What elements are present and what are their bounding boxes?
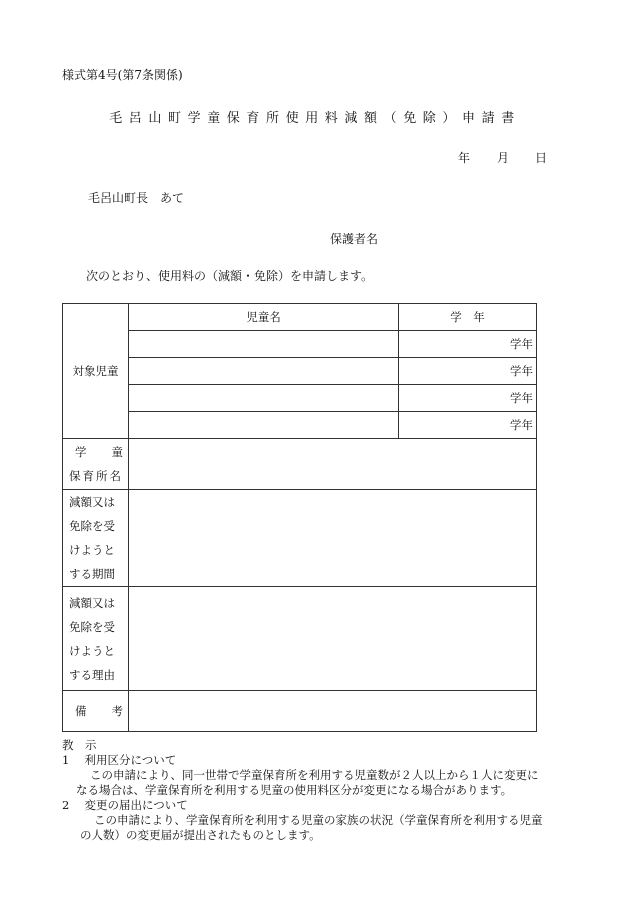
instructions-heading: 教 示 bbox=[62, 738, 97, 752]
facility-name-field[interactable] bbox=[129, 439, 537, 490]
grade-field-1[interactable] bbox=[399, 331, 537, 358]
grade-unit: 学年 bbox=[510, 337, 533, 351]
child-name-header: 児童名 bbox=[129, 304, 399, 331]
child-name-field-4[interactable] bbox=[129, 412, 399, 439]
period-label-line: 免除を受 bbox=[69, 519, 115, 533]
note-1-line-1: この申請により、同一世帯で学童保育所を利用する児童数が２人以上から１人に変更に bbox=[90, 768, 539, 782]
reason-label-line: けようと bbox=[69, 643, 115, 658]
addressee: 毛呂山町長 あて bbox=[88, 191, 185, 205]
remarks-label bbox=[63, 691, 129, 732]
form-number: 様式第4号(第7条関係) bbox=[62, 68, 183, 82]
child-name-field-2[interactable] bbox=[129, 358, 399, 385]
target-children-label: 対象児童 bbox=[63, 304, 129, 439]
grade-unit: 学年 bbox=[510, 364, 533, 378]
instructions-section bbox=[62, 738, 582, 843]
guardian-name-label: 保護者名 bbox=[330, 232, 379, 246]
remarks-field[interactable] bbox=[129, 691, 537, 732]
child-name-field-1[interactable] bbox=[129, 331, 399, 358]
intro-text: 次のとおり、使用料の（減額・免除）を申請します。 bbox=[86, 269, 374, 283]
note-2-line-2: の人数）の変更届が提出されたものとします。 bbox=[80, 828, 321, 842]
grade-field-4[interactable] bbox=[399, 412, 537, 439]
grade-header: 学 年 bbox=[399, 304, 537, 331]
note-1-line-2: なる場合は、学童保育所を利用する児童の使用料区分が変更になる場合があります。 bbox=[76, 783, 513, 797]
facility-label-char-2: 童 bbox=[111, 445, 123, 459]
period-label-line: する期間 bbox=[69, 567, 115, 581]
date-month-label: 月 bbox=[497, 151, 510, 165]
facility-name-label bbox=[63, 439, 129, 490]
grade-field-3[interactable] bbox=[399, 385, 537, 412]
date-year-label: 年 bbox=[458, 151, 471, 165]
document-title: 毛呂山町学童保育所使用料減額（免除）申請書 bbox=[109, 111, 521, 126]
date-day-label: 日 bbox=[535, 151, 548, 165]
note-2-line-1: この申請により、学童保育所を利用する児童の家族の状況（学童保育所を利用する児童 bbox=[94, 813, 543, 827]
child-name-field-3[interactable] bbox=[129, 385, 399, 412]
note-2-title: 2 変更の届出について bbox=[62, 798, 188, 812]
reason-label bbox=[63, 587, 129, 691]
facility-label-line-2: 保育所名 bbox=[69, 469, 123, 483]
grade-unit: 学年 bbox=[510, 418, 533, 432]
grade-field-2[interactable] bbox=[399, 358, 537, 385]
note-1-title: 1 利用区分について bbox=[62, 753, 177, 767]
application-form-table bbox=[62, 303, 537, 732]
grade-unit: 学年 bbox=[510, 391, 533, 405]
period-label-line: けようと bbox=[69, 543, 115, 557]
reason-label-line: 免除を受 bbox=[69, 619, 115, 634]
reason-label-line: 減額又は bbox=[69, 595, 115, 610]
period-field[interactable] bbox=[129, 490, 537, 587]
remarks-label-char-1: 備 bbox=[75, 704, 87, 718]
remarks-label-char-2: 考 bbox=[111, 704, 123, 718]
period-label-line: 減額又は bbox=[69, 495, 115, 509]
period-label bbox=[63, 490, 129, 587]
reason-label-line: する理由 bbox=[69, 667, 115, 682]
reason-field[interactable] bbox=[129, 587, 537, 691]
facility-label-char-1: 学 bbox=[75, 445, 87, 459]
